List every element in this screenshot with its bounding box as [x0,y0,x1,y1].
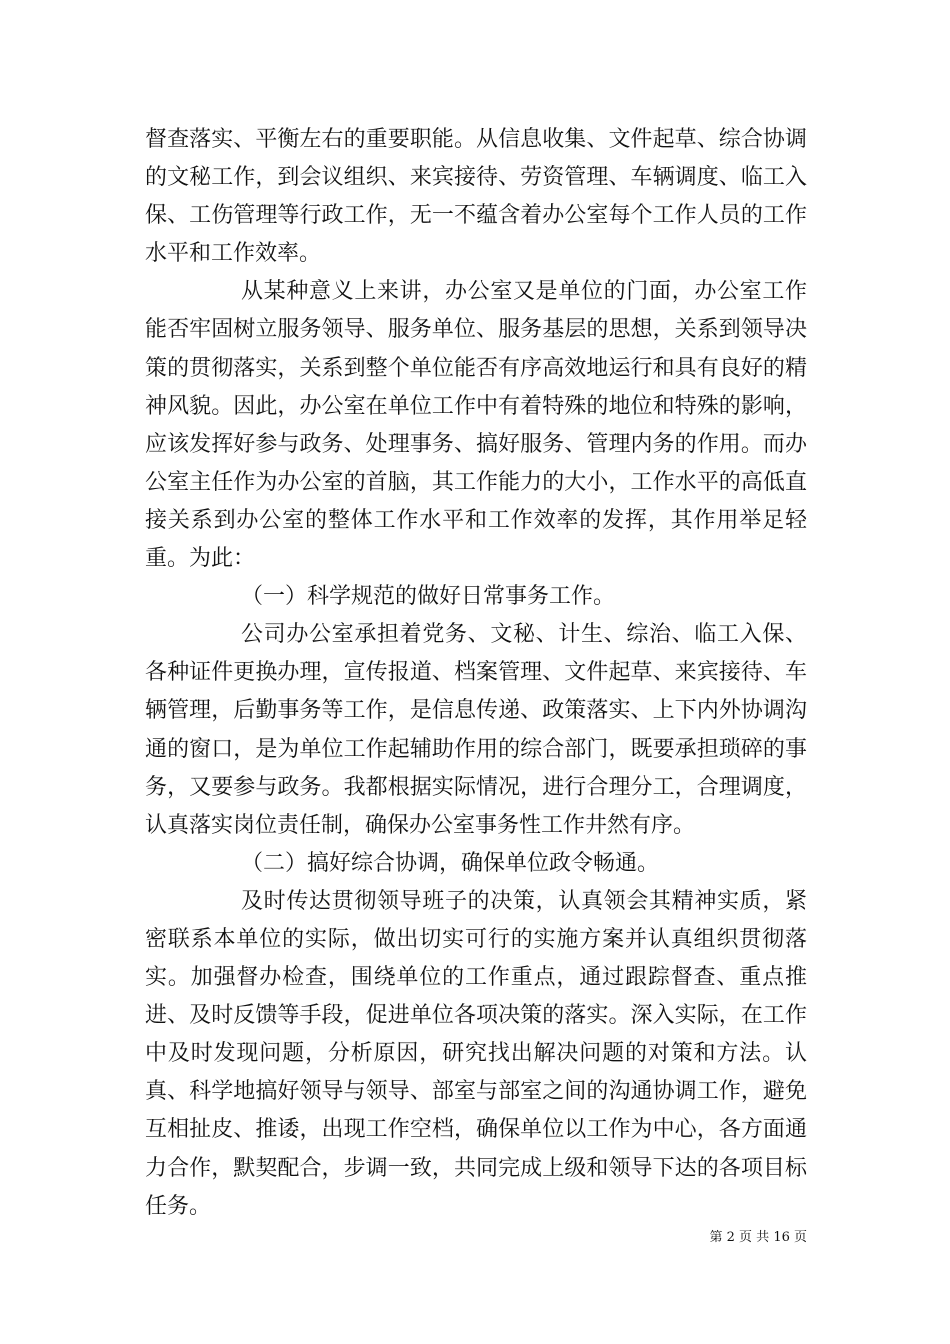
paragraph-coordination: 及时传达贯彻领导班子的决策，认真领会其精神实质，紧密联系本单位的实际，做出切实可行的实施方案并认真组织贯彻落实。加强督办检查，围绕单位的工作重点，通过跟踪督查、重点推进、及时反馈等手段，促进单位各项决策的落实。深入实际，在工作中及时发现问题，分析原因，研究找出解决问题的对策和方法。认真、科学地搞好领导与领导、部室与部室之间的沟通协调工作，避免互相扯皮、推诿，出现工作空档，确保单位以工作为中心，各方面通力合作，默契配合，步调一致，共同完成上级和领导下达的各项目标任务。 [145,888,807,1219]
paragraph-office-role: 从某种意义上来讲，办公室又是单位的门面，办公室工作能否牢固树立服务领导、服务单位、服务基层的思想，关系到领导决策的贯彻落实，关系到整个单位能否有序高效地运行和具有良好的精神风貌。因此，办公室在单位工作中有着特殊的地位和特殊的影响，应该发挥好参与政务、处理事务、搞好服务、管理内务的作用。而办公室主任作为办公室的首脑，其工作能力的大小，工作水平的高低直接关系到办公室的整体工作水平和工作效率的发挥，其作用举足轻重。为此： [145,279,807,572]
section-heading-2: （二）搞好综合协调，确保单位政令畅通。 [241,850,660,876]
section-heading-1: （一）科学规范的做好日常事务工作。 [241,584,616,610]
document-body [145,121,807,1226]
paragraph-continued: 督查落实、平衡左右的重要职能。从信息收集、文件起草、综合协调的文秘工作，到会议组织、来宾接待、劳资管理、车辆调度、临工入保、工伤管理等行政工作，无一不蕴含着办公室每个工作人员的工作水平和工作效率。 [145,127,807,267]
paragraph-daily-affairs: 公司办公室承担着党务、文秘、计生、综治、临工入保、各种证件更换办理，宣传报道、档案管理、文件起草、来宾接待、车辆管理，后勤事务等工作，是信息传递、政策落实、上下内外协调沟通的窗口，是为单位工作起辅助作用的综合部门，既要承担琐碎的事务，又要参与政务。我都根据实际情况，进行合理分工，合理调度，认真落实岗位责任制，确保办公室事务性工作井然有序。 [145,622,807,838]
page-number-footer: 第 2 页 共 16 页 [709,1230,807,1245]
